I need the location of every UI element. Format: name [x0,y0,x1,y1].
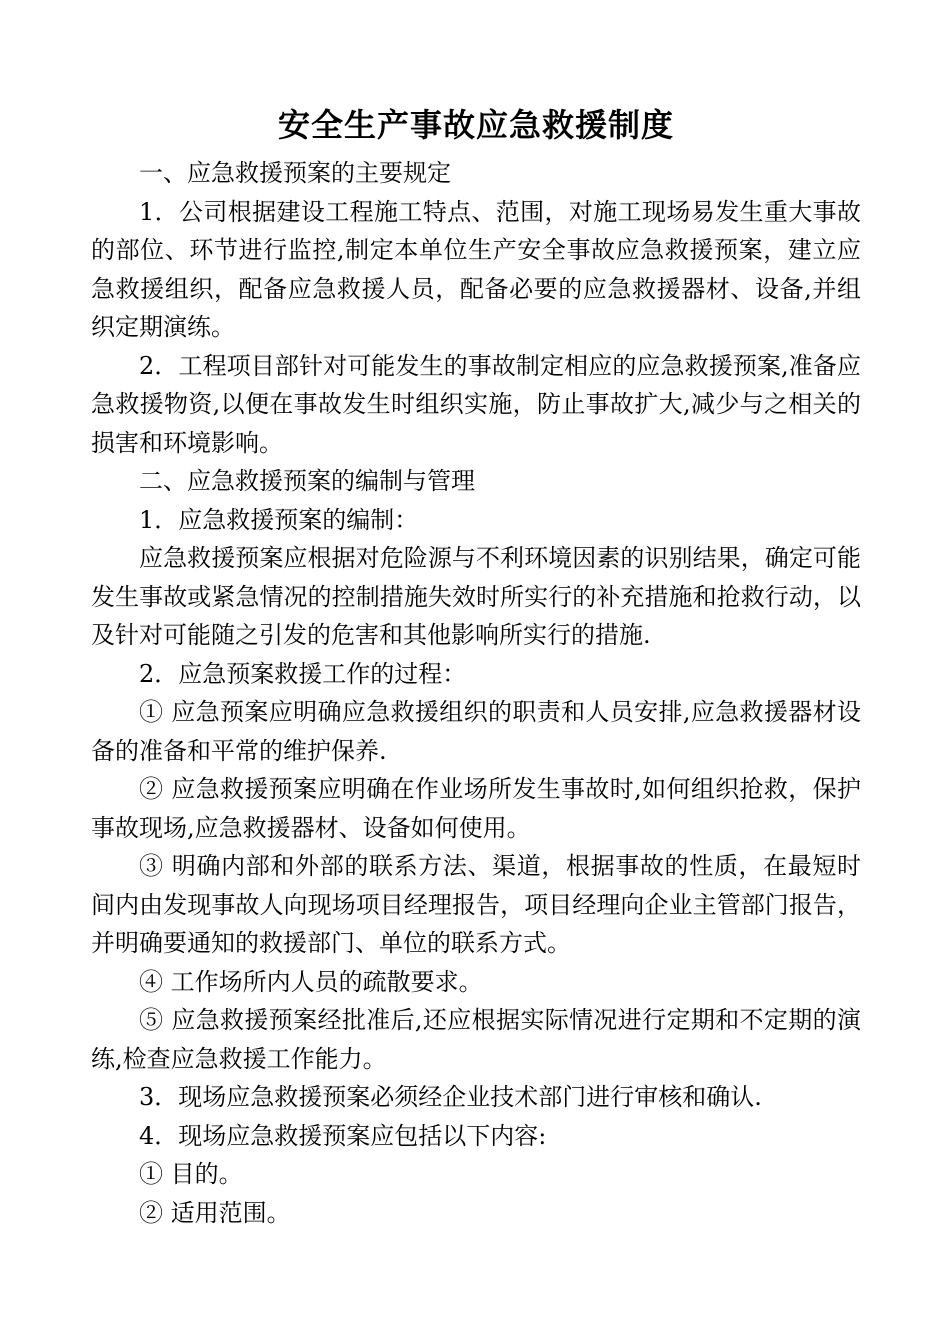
document-body [91,154,861,1232]
list-item: ② 应急救援预案应明确在作业场所发生事故时,如何组织抢救，保护事故现场,应急救援器材、设备如何使用。 [91,775,861,842]
paragraph: 2．工程项目部针对可能发生的事故制定相应的应急救援预案,准备应急救援物资,以便在事故发生时组织实施，防止事故扩大,减少与之相关的损害和环境影响。 [91,351,861,457]
list-item: ③ 明确内部和外部的联系方法、渠道，根据事故的性质，在最短时间内由发现事故人向现场项目经理报告，项目经理向企业主管部门报告，并明确要通知的救援部门、单位的联系方式。 [91,852,861,957]
paragraph: 4．现场应急救援预案应包括以下内容: [139,1121,547,1150]
subheading: 2．应急预案救援工作的过程： [139,659,467,688]
list-item: ④ 工作场所内人员的疏散要求。 [139,967,483,996]
list-item: ⑤ 应急救援预案经批准后,还应根据实际情况进行定期和不定期的演练,检查应急救援工作能力。 [91,1006,861,1073]
section-heading-1: 一、应急救援预案的主要规定 [139,159,451,187]
list-item: ① 目的。 [139,1160,243,1188]
document-title: 安全生产事故应急救援制度 [277,106,674,144]
paragraph: 1．公司根据建设工程施工特点、范围，对施工现场易发生重大事故的部位、环节进行监控,制定本单位生产安全事故应急救援预案，建立应急救援组织，配备应急救援人员，配备必要的应急救援器材、设备,并组织定期演练。 [91,197,861,341]
paragraph: 3．现场应急救援预案必须经企业技术部门进行审核和确认. [139,1083,762,1111]
paragraph: 应急救援预案应根据对危险源与不利环境因素的识别结果，确定可能发生事故或紧急情况的控制措施失效时所实行的补充措施和抢救行动，以及针对可能随之引发的危害和其他影响所实行的措施. [91,544,861,649]
subheading: 1．应急救援预案的编制： [139,505,419,534]
list-item: ② 适用范围。 [139,1198,291,1227]
section-heading-2: 二、应急救援预案的编制与管理 [139,467,475,495]
list-item: ① 应急预案应明确应急救援组织的职责和人员安排,应急救援器材设备的准备和平常的维护保养. [91,698,861,765]
